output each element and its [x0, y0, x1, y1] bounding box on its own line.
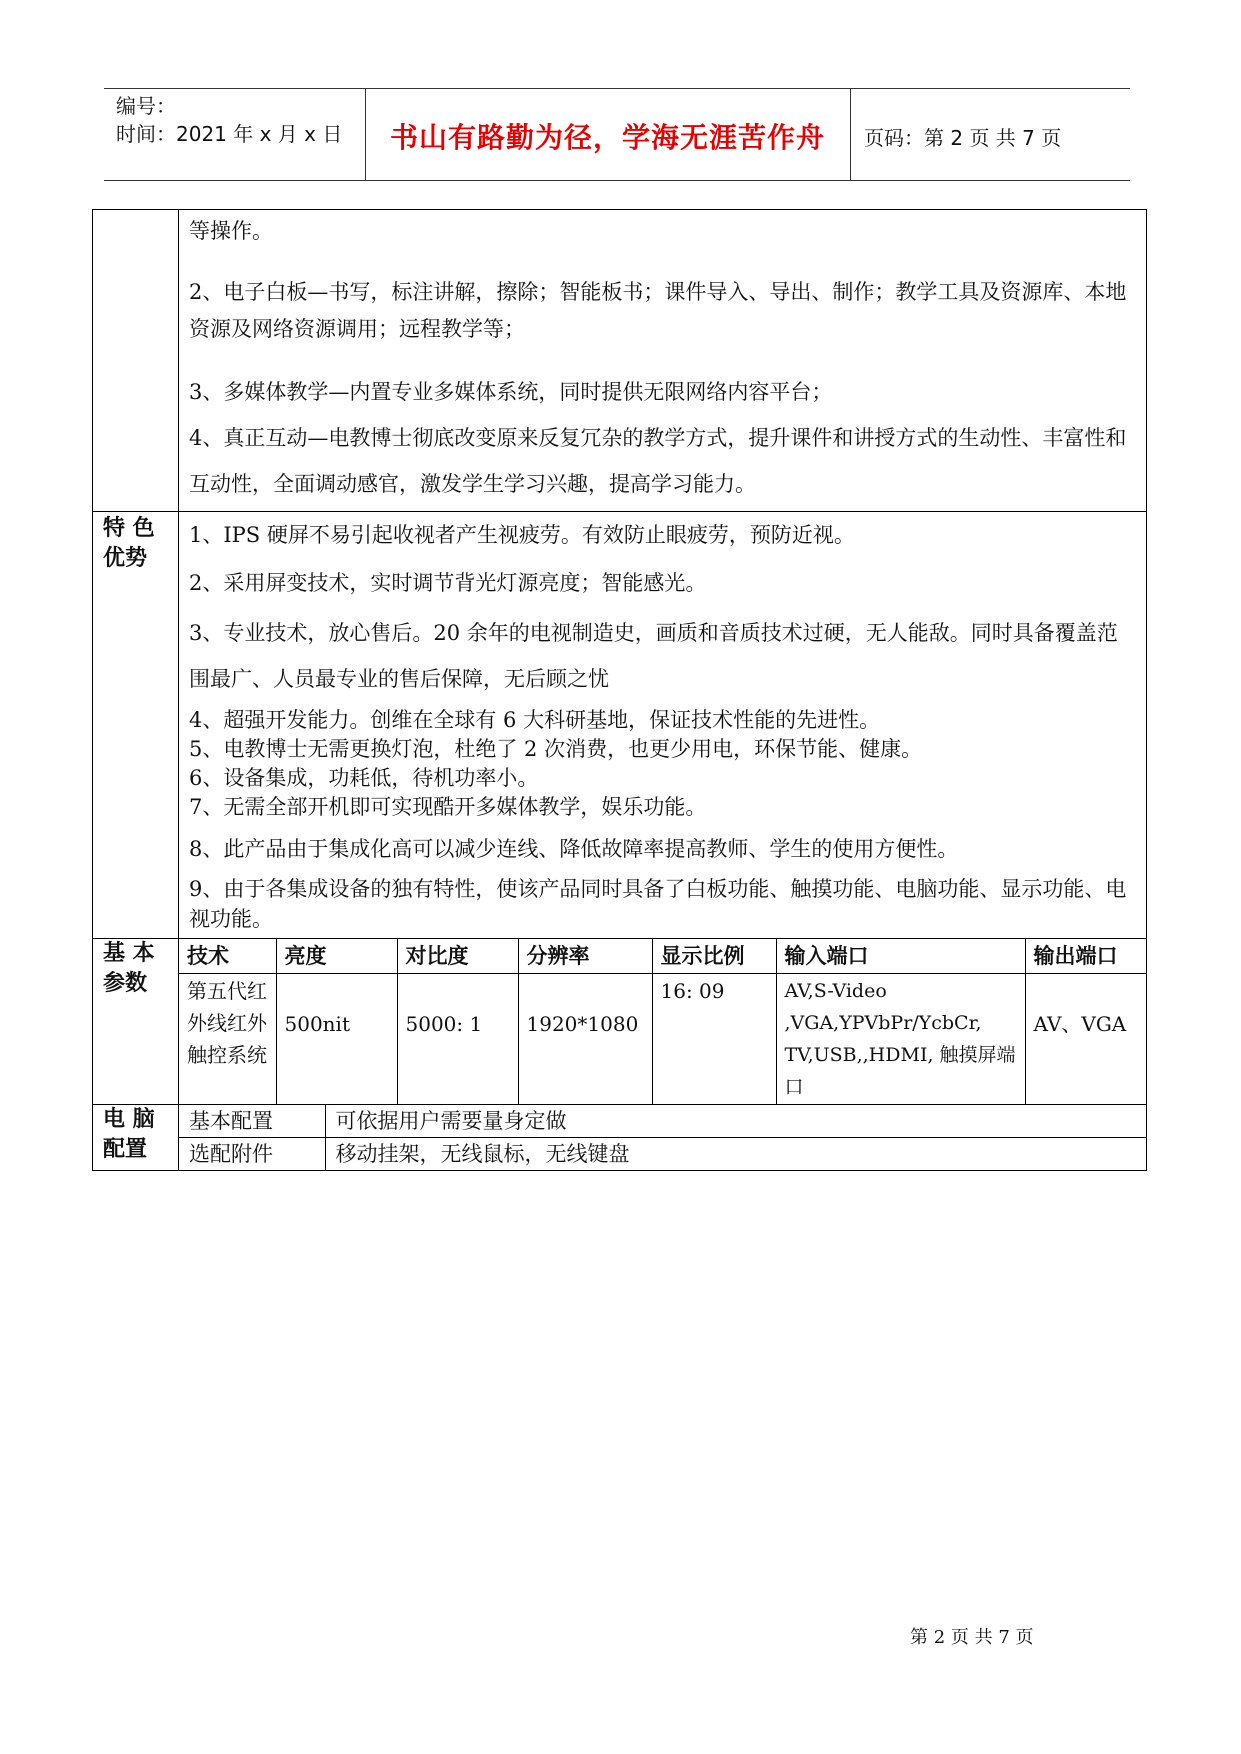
header-bottom-rule — [104, 180, 1130, 181]
spec-value-brightness: 500nit — [276, 974, 397, 1105]
feature-item: 5、电教博士无需更换灯泡，杜绝了 2 次消费，也更少用电，环保节能、健康。 — [189, 737, 923, 761]
spec-value-contrast: 5000: 1 — [397, 974, 518, 1105]
doc-number-label: 编号： — [116, 94, 176, 118]
basic-params-cell — [179, 939, 1147, 1105]
spec-header: 对比度 — [397, 939, 518, 974]
spec-table — [179, 939, 1147, 1104]
footer-page-number: 第 2 页 共 7 页 — [910, 1627, 1034, 1648]
pc-config-key: 选配附件 — [179, 1138, 325, 1171]
functions-content — [179, 210, 1147, 512]
function-item: 4、真正互动—电教博士彻底改变原来反复冗杂的教学方式，提升课件和讲授方式的生动性、丰富性和互动性，全面调动感官，激发学生学习兴趣，提高学习能力。 — [189, 426, 1127, 496]
header-meta — [116, 92, 342, 148]
basic-params-label-line: 基 本 — [103, 941, 155, 966]
header-divider — [850, 88, 851, 181]
pc-config-row — [93, 1105, 1147, 1171]
spec-value-input-ports: AV,S-Video ,VGA,YPVbPr/YcbCr, TV,USB,,HDMI, 触摸屏端口 — [776, 974, 1025, 1105]
features-label — [93, 512, 179, 939]
functions-label-cell — [93, 210, 179, 512]
basic-params-label — [93, 939, 179, 1105]
feature-item: 4、超强开发能力。创维在全球有 6 大科研基地，保证技术性能的先进性。 — [189, 708, 881, 732]
spec-header: 输出端口 — [1025, 939, 1147, 974]
spec-value-aspect-ratio: 16: 09 — [652, 974, 776, 1105]
spec-header: 分辨率 — [518, 939, 652, 974]
spec-header-row — [179, 939, 1147, 974]
spec-header: 技术 — [179, 939, 276, 974]
function-item: 2、电子白板—书写，标注讲解，擦除；智能板书；课件导入、导出、制作；教学工具及资源库、本地资源及网络资源调用；远程教学等； — [189, 280, 1127, 341]
feature-item: 6、设备集成，功耗低，待机功率小。 — [189, 766, 539, 790]
spec-value-output-ports: AV、VGA — [1025, 974, 1147, 1105]
feature-item: 9、由于各集成设备的独有特性，使该产品同时具备了白板功能、触摸功能、电脑功能、显示功能、电视功能。 — [189, 877, 1127, 931]
spec-header: 显示比例 — [652, 939, 776, 974]
features-content — [179, 512, 1147, 939]
spec-header: 亮度 — [276, 939, 397, 974]
feature-item: 8、此产品由于集成化高可以减少连线、降低故障率提高教师、学生的使用方便性。 — [189, 837, 959, 861]
pc-config-item — [179, 1138, 1147, 1171]
feature-item: 1、IPS 硬屏不易引起收视者产生视疲劳。有效防止眼疲劳，预防近视。 — [189, 523, 855, 547]
header-motto: 书山有路勤为径，学海无涯苦作舟 — [389, 121, 825, 154]
header-top-rule — [104, 88, 1130, 89]
pc-config-value: 可依据用户需要量身定做 — [325, 1105, 1147, 1138]
pc-config-label-line: 电 脑 — [103, 1107, 155, 1132]
spec-value-technology: 第五代红外线红外触控系统 — [179, 974, 276, 1105]
feature-item: 3、专业技术，放心售后。20 余年的电视制造史，画质和音质技术过硬，无人能敌。同时具备覆盖范围最广、人员最专业的售后保障，无后顾之忧 — [189, 621, 1118, 691]
product-spec-table — [92, 209, 1147, 1171]
feature-item: 2、采用屏变技术，实时调节背光灯源亮度；智能感光。 — [189, 571, 707, 595]
spec-value-row — [179, 974, 1147, 1105]
pc-config-label-line: 配置 — [103, 1137, 148, 1162]
feature-item: 7、无需全部开机即可实现酷开多媒体教学，娱乐功能。 — [189, 795, 707, 819]
spec-value-resolution: 1920*1080 — [518, 974, 652, 1105]
pc-config-cell — [179, 1105, 1147, 1171]
pc-config-value: 移动挂架，无线鼠标，无线键盘 — [325, 1138, 1147, 1171]
header-page-number: 页码：第 2 页 共 7 页 — [864, 126, 1062, 150]
features-label-line: 优势 — [103, 546, 148, 571]
function-item: 3、多媒体教学—内置专业多媒体系统，同时提供无限网络内容平台； — [189, 380, 833, 404]
function-item: 等操作。 — [189, 219, 273, 243]
basic-params-row — [93, 939, 1147, 1105]
features-label-line: 特 色 — [103, 516, 155, 541]
pc-config-table — [179, 1105, 1147, 1170]
pc-config-label — [93, 1105, 179, 1171]
page-header — [104, 88, 1130, 181]
features-row — [93, 512, 1147, 939]
pc-config-item — [179, 1105, 1147, 1138]
pc-config-key: 基本配置 — [179, 1105, 325, 1138]
basic-params-label-line: 参数 — [103, 971, 148, 996]
doc-time-label: 时间：2021 年 x 月 x 日 — [116, 122, 343, 146]
functions-row — [93, 210, 1147, 512]
spec-header: 输入端口 — [776, 939, 1025, 974]
